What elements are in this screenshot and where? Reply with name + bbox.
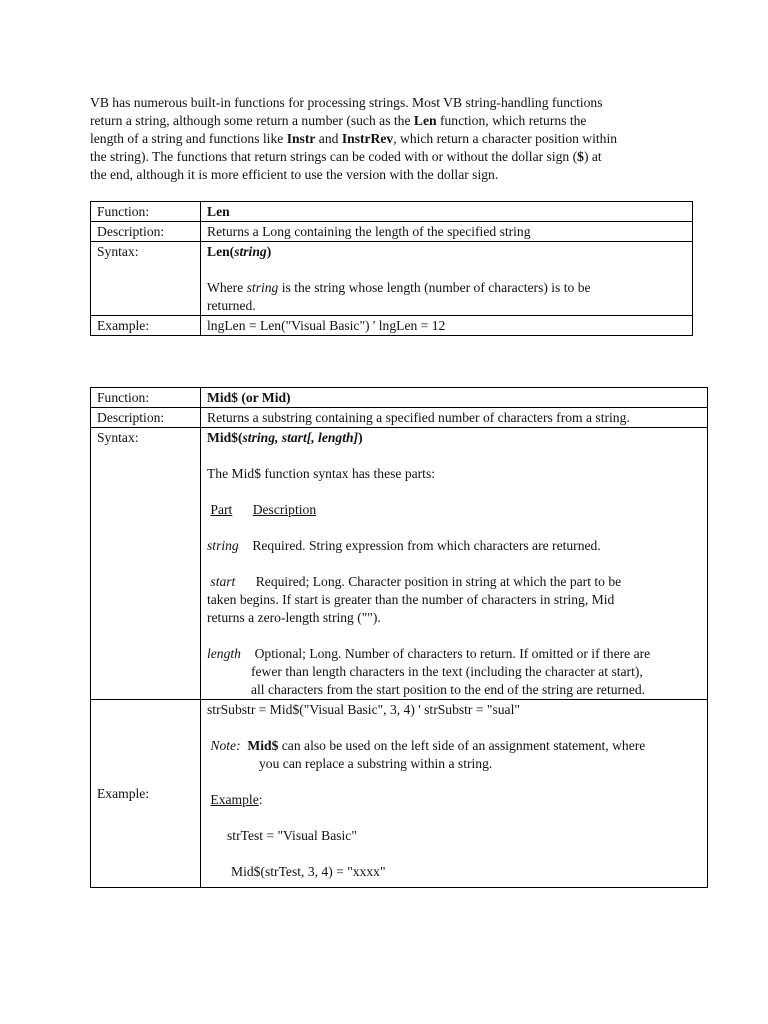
intro-line-1: VB has numerous built-in functions for processing strings. Most VB string-handling functions (90, 95, 603, 110)
syntax-signature: Len(string) (207, 244, 272, 259)
parts-header: Part Description (210, 502, 317, 517)
table-row (91, 700, 708, 888)
description-label: Description: (91, 222, 201, 242)
intro-paragraph (90, 94, 690, 184)
part-string: string Required. String expression from which characters are returned. (207, 538, 601, 553)
table-row (91, 388, 708, 408)
table-row (91, 202, 693, 222)
len-function-table (90, 201, 693, 336)
intro-line-4: the string). The functions that return strings can be coded with or without the dollar sign ($) at (90, 149, 602, 164)
part-length-cont: fewer than length characters in the text (including the character at start), (251, 664, 643, 679)
syntax-explanation-cont: returned. (207, 298, 256, 313)
description-value: Returns a Long containing the length of the specified string (201, 222, 693, 242)
example-code: strSubstr = Mid$("Visual Basic", 3, 4) ' strSubstr = "sual" (207, 702, 520, 717)
syntax-value (201, 242, 693, 316)
code-line-2: Mid$(strTest, 3, 4) = "xxxx" (231, 864, 386, 879)
function-label: Function: (91, 388, 201, 408)
table-row (91, 316, 693, 336)
table-row (91, 428, 708, 700)
syntax-value (201, 428, 708, 700)
function-name: Len (201, 202, 693, 222)
syntax-label: Syntax: (91, 428, 201, 700)
description-value: Returns a substring containing a specified number of characters from a string. (201, 408, 708, 428)
part-start-cont2: returns a zero-length string (""). (207, 610, 381, 625)
syntax-label: Syntax: (91, 242, 201, 316)
note-line: Note: Mid$ can also be used on the left side of an assignment statement, where (210, 738, 646, 753)
description-label: Description: (91, 408, 201, 428)
intro-line-3: length of a string and functions like Instr and InstrRev, which return a character position within (90, 131, 618, 146)
part-length-cont2: all characters from the start position to the end of the string are returned. (251, 682, 646, 697)
intro-line-5: the end, although it is more efficient to use the version with the dollar sign. (90, 167, 499, 182)
example-label: Example: (91, 700, 201, 888)
example-label: Example: (91, 316, 201, 336)
example-heading: Example: (210, 792, 263, 807)
table-row (91, 222, 693, 242)
part-start-cont: taken begins. If start is greater than the number of characters in string, Mid (207, 592, 615, 607)
function-label: Function: (91, 202, 201, 222)
part-length: length Optional; Long. Number of characters to return. If omitted or if there are (207, 646, 651, 661)
function-name: Mid$ (or Mid) (201, 388, 708, 408)
table-row (91, 408, 708, 428)
mid-function-table (90, 387, 708, 888)
note-line-cont: you can replace a substring within a string. (259, 756, 493, 771)
syntax-explanation: Where string is the string whose length (number of characters) is to be (207, 280, 591, 295)
syntax-parts-intro: The Mid$ function syntax has these parts: (207, 466, 436, 481)
example-value: lngLen = Len("Visual Basic") ' lngLen = 12 (201, 316, 693, 336)
syntax-signature: Mid$(string, start[, length]) (207, 430, 363, 445)
table-row (91, 242, 693, 316)
part-start: start Required; Long. Character position in string at which the part to be (210, 574, 622, 589)
code-line-1: strTest = "Visual Basic" (227, 828, 357, 843)
intro-line-2: return a string, although some return a number (such as the Len function, which returns the (90, 113, 587, 128)
example-value (201, 700, 708, 888)
